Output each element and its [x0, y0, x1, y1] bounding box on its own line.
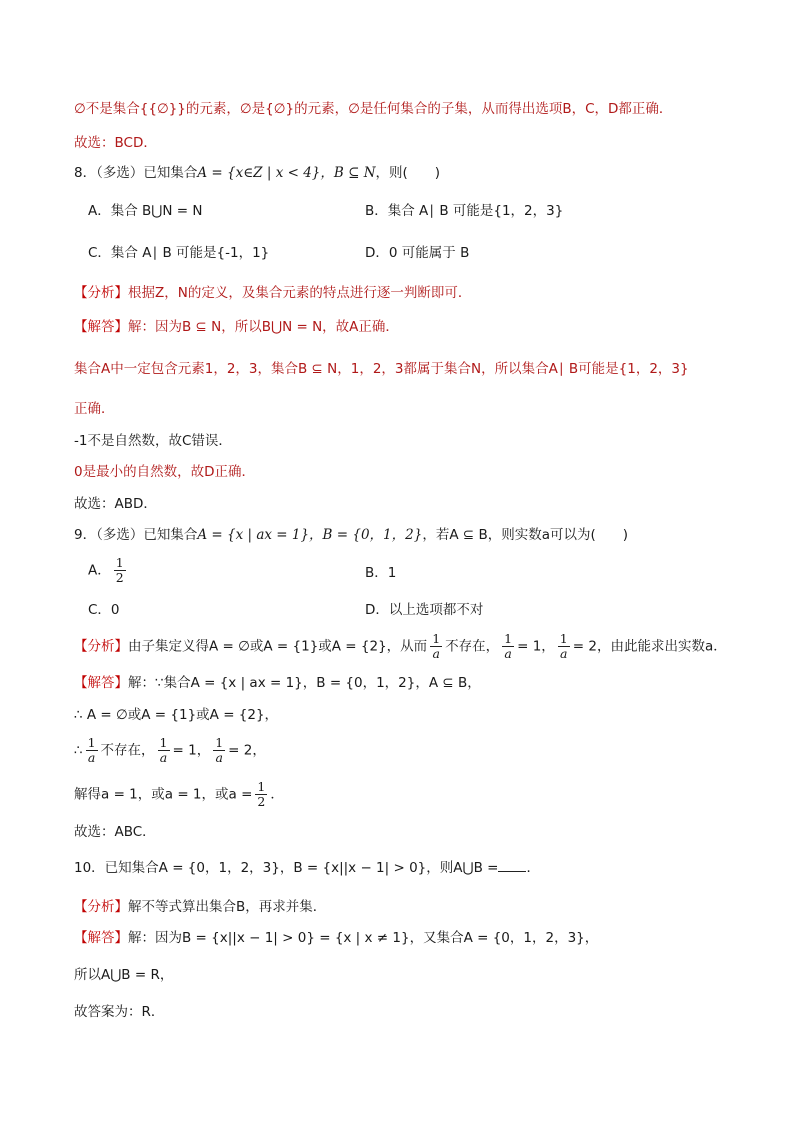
fraction: $\frac{1}{a}$: [504, 631, 513, 661]
q8-option-a: A．集合 B⋃N = N: [88, 203, 203, 219]
analysis-tag: 【分析】: [74, 285, 128, 301]
q9-solution: 【解答】解：∵集合A = {x | ax = 1}，B = {0，1，2}，A ⊆ B，: [74, 675, 481, 691]
q8-solution-line2: 正确．: [74, 401, 115, 417]
fraction: $\frac{1}{2}$: [115, 555, 124, 585]
q9-option-d: D．以上选项都不对: [365, 602, 484, 618]
q9-option-a: A． $\frac{1}{2}$: [88, 555, 124, 585]
q8-solution-line1: 集合A中一定包含元素1，2，3，集合B ⊆ N，1，2，3都属于集合N，所以集合A∣ B可能是{1，2，3}: [74, 361, 689, 377]
q8-analysis: 【分析】根据Z，N的定义，及集合元素的特点进行逐一判断即可．: [74, 285, 472, 301]
prev-explanation: ∅不是集合{{∅}}的元素，∅是{∅}的元素，∅是任何集合的子集，从而得出选项B，C，D都正确．: [74, 101, 673, 117]
answer-blank: [498, 859, 526, 872]
q9-solution-line2: ∴ $\frac{1}{a}$ 不存在， $\frac{1}{a}$ = 1， $\frac{1}{a}$ = 2，: [74, 735, 266, 765]
q8-solution: 【解答】解：因为B ⊆ N，所以B⋃N = N，故A正确．: [74, 319, 399, 335]
q10-solution: 【解答】解：因为B = {x||x − 1| > 0} = {x | x ≠ 1}，又集合A = {0，1，2，3}，: [74, 930, 599, 946]
solution-tag: 【解答】: [74, 319, 128, 335]
analysis-tag: 【分析】: [74, 638, 128, 655]
q8-stem: 8．（多选）已知集合A = {x∈Z | x < 4}，B ⊆ N，则( ): [74, 165, 441, 181]
q8-solution-line4: 0是最小的自然数，故D正确．: [74, 464, 255, 480]
fraction: $\frac{1}{a}$: [432, 631, 441, 661]
analysis-tag: 【分析】: [74, 899, 128, 915]
q10-analysis: 【分析】解不等式算出集合B，再求并集．: [74, 899, 327, 915]
q9-solution-line1: ∴ A = ∅或A = {1}或A = {2}，: [74, 707, 279, 723]
prev-answer: 故选：BCD．: [74, 135, 157, 151]
q9-stem: 9．（多选）已知集合A = {x | ax = 1}，B = {0，1，2}，若A ⊆ B，则实数a可以为( ): [74, 527, 629, 543]
q9-option-c: C．0: [88, 602, 120, 618]
q9-analysis: 【分析】由子集定义得A = ∅或A = {1}或A = {2}，从而 $\frac{1}{a}$ 不存在， $\frac{1}{a}$ = 1， $\frac{1}{a}$ = 2，由此能求出实数a．: [74, 631, 727, 661]
q8-answer: 故选：ABD．: [74, 496, 157, 512]
q8-option-b: B．集合 A∣ B 可能是{1，2，3}: [365, 203, 564, 219]
solution-tag: 【解答】: [74, 675, 128, 691]
fraction: $\frac{1}{2}$: [257, 779, 266, 809]
q8-option-c: C．集合 A∣ B 可能是{-1，1}: [88, 245, 270, 261]
fraction: $\frac{1}{a}$: [87, 735, 96, 765]
q8-option-d: D．0 可能属于 B: [365, 245, 470, 261]
q9-solution-line3: 解得a = 1，或a = 1，或a = $\frac{1}{2}$ ．: [74, 779, 284, 809]
q8-solution-line3: -1不是自然数，故C错误．: [74, 433, 232, 449]
q9-answer: 故选：ABC．: [74, 824, 156, 840]
solution-tag: 【解答】: [74, 930, 128, 946]
fraction: $\frac{1}{a}$: [159, 735, 168, 765]
fraction: $\frac{1}{a}$: [215, 735, 224, 765]
q9-option-b: B．1: [365, 565, 397, 581]
q10-stem: 10．已知集合A = {0，1，2，3}，B = {x||x − 1| > 0}，则A⋃B = ．: [74, 860, 540, 876]
fraction: $\frac{1}{a}$: [559, 631, 568, 661]
q10-solution-line1: 所以A⋃B = R，: [74, 967, 174, 983]
q10-answer: 故答案为：R．: [74, 1004, 165, 1020]
